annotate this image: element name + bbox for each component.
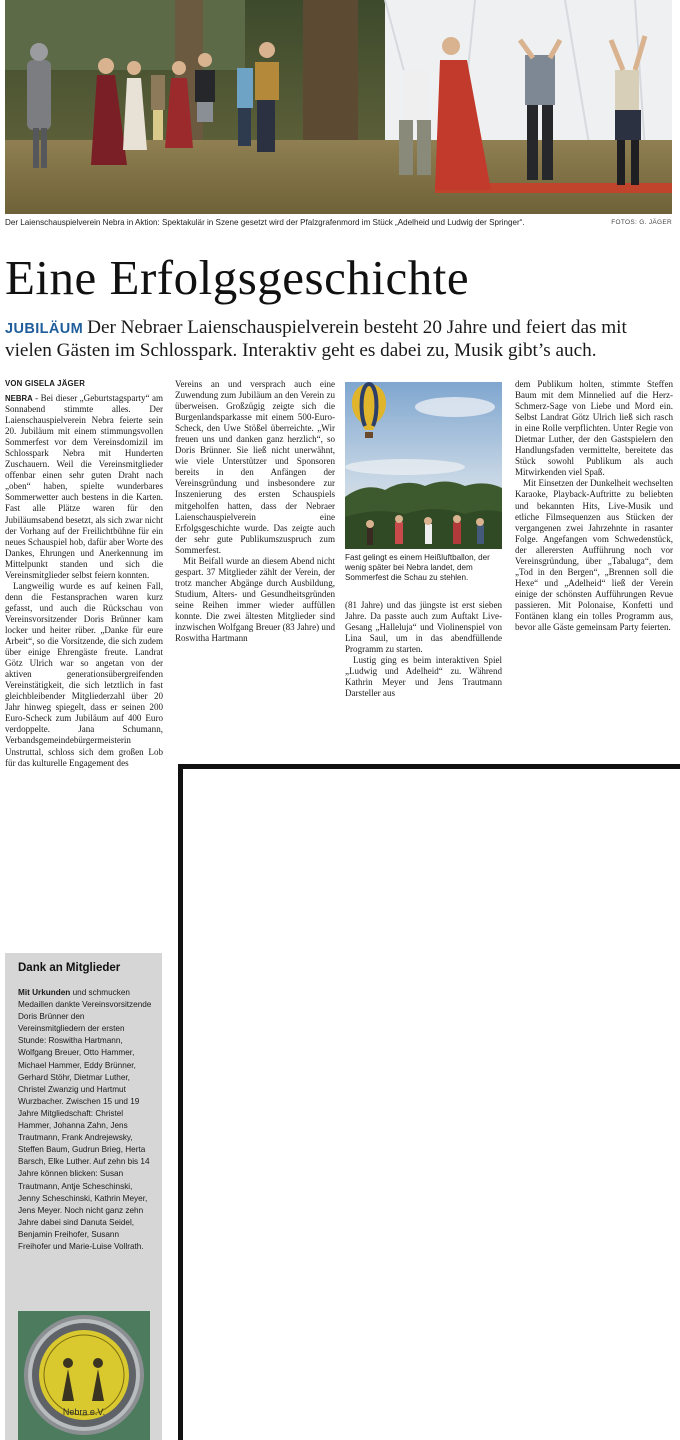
medal-photo: [18, 1311, 150, 1440]
stage-photo: [5, 0, 672, 214]
sidebar-body: und schmucken Medaillen dankte Vereinsvorsitzende Doris Brünner den Vereinsmitgliedern der ersten Stunde: Roswitha Hartmann, Wolfgang Breuer, Otto Hammer, Michael Hammer, Eddy Brünner, Gerhard Stöhr, Dietmar Luther, Christel Zwanzig und Hartmut Wurzbacher. Zwischen 15 und 19 Jahre Mitgliedschaft: Christel Hammer, Johanna Zahn, Jens Trautmann, Frank Andrejewsky, Steffen Baum, Gudrun Brieg, Herta Barsch, Elke Luther. Auf zehn bis 14 Jahre können blicken: Susan Trautmann, Antje Scheschinski, Jenny Scheschinski, Kathrin Meyer, Jens Meyer. Noch nicht ganz zehn Jahre dabei sind Danuta Seidel, Benjamin Freihofer, Susann Freihofer und Marie-Luise Vollrath.: [18, 988, 152, 1251]
medal-text: Nebra e.V.: [62, 1407, 106, 1417]
sidebar-text: [18, 987, 152, 1253]
article-column-2: [175, 379, 335, 644]
article-paragraph: Langweilig wurde es auf keinen Fall, denn die Festansprachen waren kurz gefasst, und auch die Rückschau von Vereinsvorsitzender Doris Brünner kam locker und heiter rüber. „Danke für eure Arbeit“, so die Vorsitzende, die sich zudem über einige Ehrengäste freute. Landrat Götz Ulrich war so angetan von der aktiven generationsübergreifenden Vereinstätigkeit, die sich letztlich in fast gleichbleibender Mitgliederzahl über 20 Jahr hinweg spiegelt, dass er seinen 200 Euro-Scheck zum Jubiläum auf 400 Euro verdoppelte. Jana Schumann, Verbandsgemeindebürgermeisterin Unstruttal, schloss sich dem großen Lob für das kulturelle Engagement des: [5, 580, 163, 768]
article-column-1: [5, 393, 163, 769]
balloon-photo: [345, 382, 502, 549]
dateline: NEBRA: [5, 394, 33, 403]
sidebar-title: Dank an Mitglieder: [18, 962, 121, 974]
article-paragraph: dem Publikum holten, stimmte Steffen Baum mit dem Minnelied auf die Herz-Schmerz-Sage von Liebe und Mord ein. Selbst Landrat Götz Ulrich ließ sich rasch in eine Rolle verpflichten. Unter Regie von Dietmar Luther, der den Gastspielern den Handlungsfaden vermittelte, bereitete das Stück sowohl Publikum als auch Mitwirkenden viel Spaß.: [515, 379, 673, 478]
photo-caption-text: Der Laienschauspielverein Nebra in Aktion: Spektakulär in Szene gesetzt wird der Pfalzgrafenmord im Stück „Adelheid und Ludwig der Springer“.: [5, 218, 525, 227]
article-column-3: [345, 600, 502, 699]
article-paragraph: Mit Einsetzen der Dunkelheit wechselten Karaoke, Playback-Auftritte zu beliebten und bekannten Hits, Live-Musik und etliche Filmsequenzen aus Stücken der vergangenen zwei Jahrzehnte in rasanter Folge. Angefangen vom Schwedenstück, der allerersten Aufführung noch vor Vereinsgründung, über „Tabaluga“, dem „Tod in den Bergen“, „Brennen soll die Hexe“ und „Adelheid“ ließ der Verein einige der schönsten Aufführungen Revue passieren. Mit Polonaise, Konfetti und Fontänen klang ein tolles Programm aus, bevor alle Gäste gemeinsam Party feierten.: [515, 478, 673, 633]
deck-text: Der Nebraer Laienschauspielverein besteht 20 Jahre und feiert das mit vielen Gästen im Schlosspark. Interaktiv geht es dabei zu, Musik gibt’s auch.: [5, 317, 627, 361]
article-paragraph: Vereins an und versprach auch eine Zuwendung zum Jubiläum an den Verein zu überweisen. Großzügig zeigte sich die Burgenlandsparkasse mit einem 500-Euro-Scheck, den Uwe Stößel überreichte. „Wir freuen uns und danken ganz herzlich“, so Doris Brünner. Sie ließ nicht unerwähnt, wie viele Unterstützer und Sponsoren bereits in den Anfängen der Vereinsgründung und insbesondere zur Inszenierung des ersten Schauspiels mitgeholfen hatten, dass der Nebraer Laienschauspielverein eine Erfolgsgeschichte wurde. Das zeigte auch der sehr gute Publikumszuspruch zum Sommerfest.: [175, 379, 335, 555]
sidebar-box: [5, 953, 162, 1440]
article-paragraph: Mit Beifall wurde an diesem Abend nicht gespart. 37 Mitglieder zählt der Verein, der trotz mancher Abgänge durch Ausbildung, Studium, Alters- und Gesundheitsgründen seine Reihen immer wieder auffüllen konnte. Die zwei ältesten Mitglieder sind inzwischen Wolfgang Breuer (83 Jahre) und Roswitha Hartmann: [175, 555, 335, 644]
deck: [5, 317, 670, 362]
article-paragraph: [5, 393, 163, 581]
byline: VON GISELA JÄGER: [5, 379, 86, 388]
balloon-caption: Fast gelingt es einem Heißluftballon, der wenig später bei Nebra landet, dem Sommerfest die Schau zu stehlen.: [345, 553, 490, 582]
photo-credit: FOTOS: G. JÄGER: [611, 219, 672, 226]
article-paragraph: (81 Jahre) und das jüngste ist erst sieben Jahre. Da passte auch zum Auftakt Live-Gesang „Halleluja“ und Violinenspiel von Lina Saul, um in das abendfüllende Programm zu starten.: [345, 600, 502, 655]
article-column-4: [515, 379, 673, 633]
headline: Eine Erfolgsgeschichte: [5, 250, 470, 305]
photo-caption: [5, 218, 672, 228]
paragraph-text: - Bei dieser „Geburtstagsparty“ am Sonnabend stimmte alles. Der Laienschauspielverein Nebra feierte sein 20. Jubiläum mit einem stimmungsvollen Sommerfest vor dem Vereinsdomizil im Schlosspark Nebra mit Hunderten Zuschauern. Weil die Vereinsmitglieder offenbar einen sehr guten Draht nach „oben“ haben, spielte wunderbares Sommerwetter auch bestens in die Karten. Fast alle Plätze waren für den Jubiläumsabend besetzt, als sich zwar nicht der Vorhang auf der Freilichtbühne für ein neues Schauspiel hob, dafür aber Worte des Dankes, Ehrungen und Anerkennung im Mittelpunkt standen und sich die Vereinsmitglieder selbst feiern konnten.: [5, 393, 163, 580]
sidebar-lead: Mit Urkunden: [18, 988, 71, 997]
deck-kicker: JUBILÄUM: [5, 321, 84, 337]
article-paragraph: Lustig ging es beim interaktiven Spiel „Ludwig und Adelheid“ zu. Während Kathrin Meyer und Jens Trautmann Darsteller aus: [345, 655, 502, 699]
blank-panel: [178, 764, 680, 1440]
